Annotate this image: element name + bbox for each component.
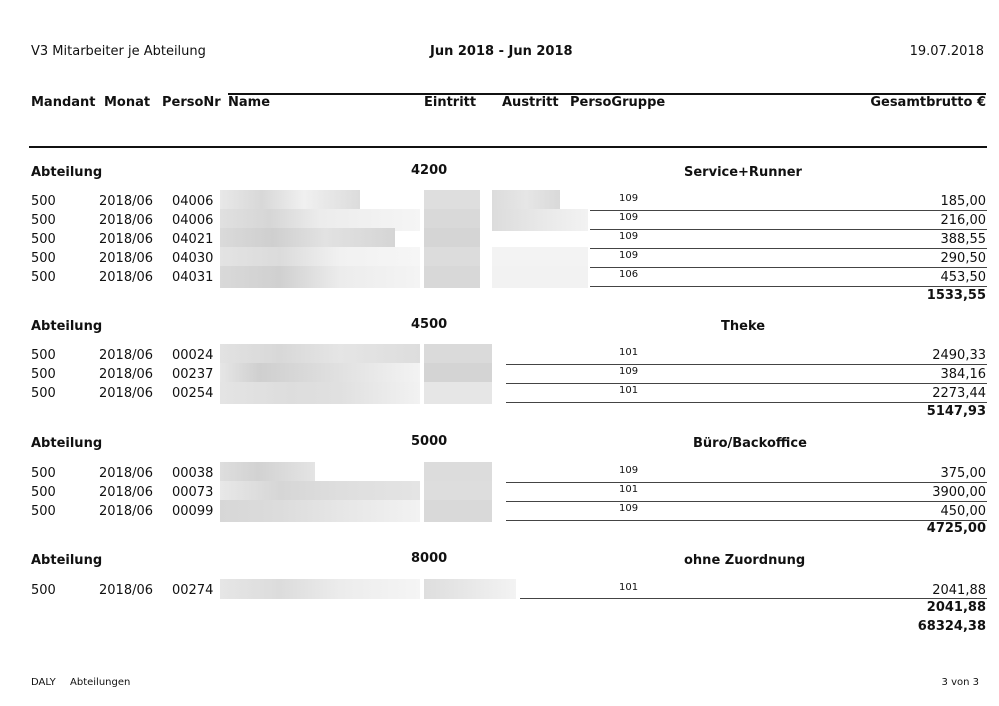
redacted-name bbox=[220, 579, 420, 599]
section-total: 4725,00 bbox=[926, 521, 986, 536]
row-divider bbox=[590, 267, 987, 268]
cell-gruppe: 109 bbox=[619, 250, 639, 261]
cell-amount: 216,00 bbox=[940, 213, 986, 228]
cell-amount: 3900,00 bbox=[932, 485, 986, 500]
table-row bbox=[0, 347, 999, 365]
grand-total: 68324,38 bbox=[917, 619, 986, 634]
cell-mandant: 500 bbox=[31, 213, 56, 228]
cell-monat: 2018/06 bbox=[99, 251, 154, 266]
cell-amount: 450,00 bbox=[940, 504, 986, 519]
cell-mandant: 500 bbox=[31, 504, 56, 519]
section-label: Abteilung bbox=[31, 436, 103, 451]
cell-mandant: 500 bbox=[31, 485, 56, 500]
cell-persnr: 04006 bbox=[172, 194, 214, 209]
section-name: Büro/Backoffice bbox=[693, 436, 807, 451]
cell-amount: 2041,88 bbox=[932, 583, 986, 598]
section-total: 2041,88 bbox=[926, 600, 986, 615]
report-period: Jun 2018 - Jun 2018 bbox=[430, 44, 573, 59]
report-title: V3 Mitarbeiter je Abteilung bbox=[31, 44, 206, 59]
redacted-eintritt bbox=[424, 579, 516, 599]
table-row bbox=[0, 366, 999, 384]
section-total: 1533,55 bbox=[926, 288, 986, 303]
table-row bbox=[0, 503, 999, 521]
section-label: Abteilung bbox=[31, 165, 103, 180]
section-name: Service+Runner bbox=[684, 165, 802, 180]
section-name: Theke bbox=[721, 319, 766, 334]
cell-mandant: 500 bbox=[31, 270, 56, 285]
row-divider bbox=[506, 383, 987, 384]
cell-gruppe: 106 bbox=[619, 269, 639, 280]
report-date: 19.07.2018 bbox=[909, 44, 984, 59]
cell-gruppe: 101 bbox=[619, 484, 639, 495]
col-brutto: Gesamtbrutto € bbox=[870, 95, 986, 110]
cell-persnr: 04006 bbox=[172, 213, 214, 228]
footer-page: 3 von 3 bbox=[941, 677, 979, 688]
cell-amount: 290,50 bbox=[940, 251, 986, 266]
redacted-eintritt bbox=[424, 266, 480, 288]
cell-persnr: 00099 bbox=[172, 504, 214, 519]
row-divider bbox=[506, 482, 987, 483]
cell-gruppe: 109 bbox=[619, 212, 639, 223]
table-row bbox=[0, 465, 999, 483]
row-divider bbox=[506, 402, 987, 403]
redacted-name bbox=[220, 500, 420, 522]
cell-mandant: 500 bbox=[31, 251, 56, 266]
cell-mandant: 500 bbox=[31, 583, 56, 598]
col-austritt: Austritt bbox=[502, 95, 559, 110]
cell-persnr: 04030 bbox=[172, 251, 214, 266]
footer-company: DALY bbox=[31, 677, 56, 688]
row-divider bbox=[506, 501, 987, 502]
cell-monat: 2018/06 bbox=[99, 504, 154, 519]
cell-amount: 375,00 bbox=[940, 466, 986, 481]
cell-monat: 2018/06 bbox=[99, 348, 154, 363]
cell-amount: 384,16 bbox=[940, 367, 986, 382]
col-name: Name bbox=[228, 95, 271, 110]
cell-persnr: 00024 bbox=[172, 348, 214, 363]
table-row bbox=[0, 385, 999, 403]
row-divider bbox=[590, 286, 987, 287]
col-monat: Monat bbox=[104, 95, 151, 110]
col-gruppe: PersoGruppe bbox=[570, 95, 666, 110]
section-name: ohne Zuordnung bbox=[684, 553, 806, 568]
cell-gruppe: 109 bbox=[619, 193, 639, 204]
cell-mandant: 500 bbox=[31, 232, 56, 247]
cell-persnr: 00073 bbox=[172, 485, 214, 500]
section-label: Abteilung bbox=[31, 553, 103, 568]
cell-gruppe: 109 bbox=[619, 366, 639, 377]
row-divider bbox=[506, 364, 987, 365]
row-divider bbox=[506, 520, 987, 521]
redacted-name bbox=[220, 382, 420, 404]
row-divider bbox=[590, 210, 987, 211]
cell-amount: 2273,44 bbox=[932, 386, 986, 401]
cell-gruppe: 109 bbox=[619, 231, 639, 242]
cell-persnr: 04031 bbox=[172, 270, 214, 285]
cell-gruppe: 109 bbox=[619, 465, 639, 476]
redacted-eintritt bbox=[424, 382, 492, 404]
cell-mandant: 500 bbox=[31, 194, 56, 209]
cell-monat: 2018/06 bbox=[99, 194, 154, 209]
table-row bbox=[0, 212, 999, 230]
cell-persnr: 04021 bbox=[172, 232, 214, 247]
table-row bbox=[0, 484, 999, 502]
section-code: 4500 bbox=[411, 317, 448, 332]
cell-amount: 453,50 bbox=[940, 270, 986, 285]
cell-monat: 2018/06 bbox=[99, 232, 154, 247]
cell-monat: 2018/06 bbox=[99, 386, 154, 401]
cell-monat: 2018/06 bbox=[99, 485, 154, 500]
cell-persnr: 00274 bbox=[172, 583, 214, 598]
cell-monat: 2018/06 bbox=[99, 213, 154, 228]
cell-amount: 2490,33 bbox=[932, 348, 986, 363]
redacted-austritt bbox=[492, 209, 588, 231]
col-persnr: PersoNr bbox=[162, 95, 221, 110]
section-code: 5000 bbox=[411, 434, 448, 449]
col-eintritt: Eintritt bbox=[424, 95, 477, 110]
table-row bbox=[0, 269, 999, 287]
cell-amount: 388,55 bbox=[940, 232, 986, 247]
cell-monat: 2018/06 bbox=[99, 367, 154, 382]
section-code: 4200 bbox=[411, 163, 448, 178]
cell-mandant: 500 bbox=[31, 367, 56, 382]
cell-persnr: 00254 bbox=[172, 386, 214, 401]
row-divider bbox=[520, 598, 987, 599]
cell-persnr: 00237 bbox=[172, 367, 214, 382]
cell-monat: 2018/06 bbox=[99, 270, 154, 285]
cell-mandant: 500 bbox=[31, 348, 56, 363]
cell-gruppe: 109 bbox=[619, 503, 639, 514]
footer-section: Abteilungen bbox=[70, 677, 131, 688]
cell-gruppe: 101 bbox=[619, 582, 639, 593]
col-mandant: Mandant bbox=[31, 95, 96, 110]
cell-persnr: 00038 bbox=[172, 466, 214, 481]
cell-mandant: 500 bbox=[31, 466, 56, 481]
cell-monat: 2018/06 bbox=[99, 466, 154, 481]
cell-gruppe: 101 bbox=[619, 347, 639, 358]
cell-mandant: 500 bbox=[31, 386, 56, 401]
row-divider bbox=[590, 229, 987, 230]
cell-gruppe: 101 bbox=[619, 385, 639, 396]
cell-monat: 2018/06 bbox=[99, 583, 154, 598]
redacted-name bbox=[220, 266, 420, 288]
section-total: 5147,93 bbox=[926, 404, 986, 419]
redacted-austritt bbox=[492, 266, 588, 288]
section-code: 8000 bbox=[411, 551, 448, 566]
section-label: Abteilung bbox=[31, 319, 103, 334]
header-bottom-rule bbox=[29, 146, 987, 148]
row-divider bbox=[590, 248, 987, 249]
redacted-eintritt bbox=[424, 500, 492, 522]
cell-amount: 185,00 bbox=[940, 194, 986, 209]
